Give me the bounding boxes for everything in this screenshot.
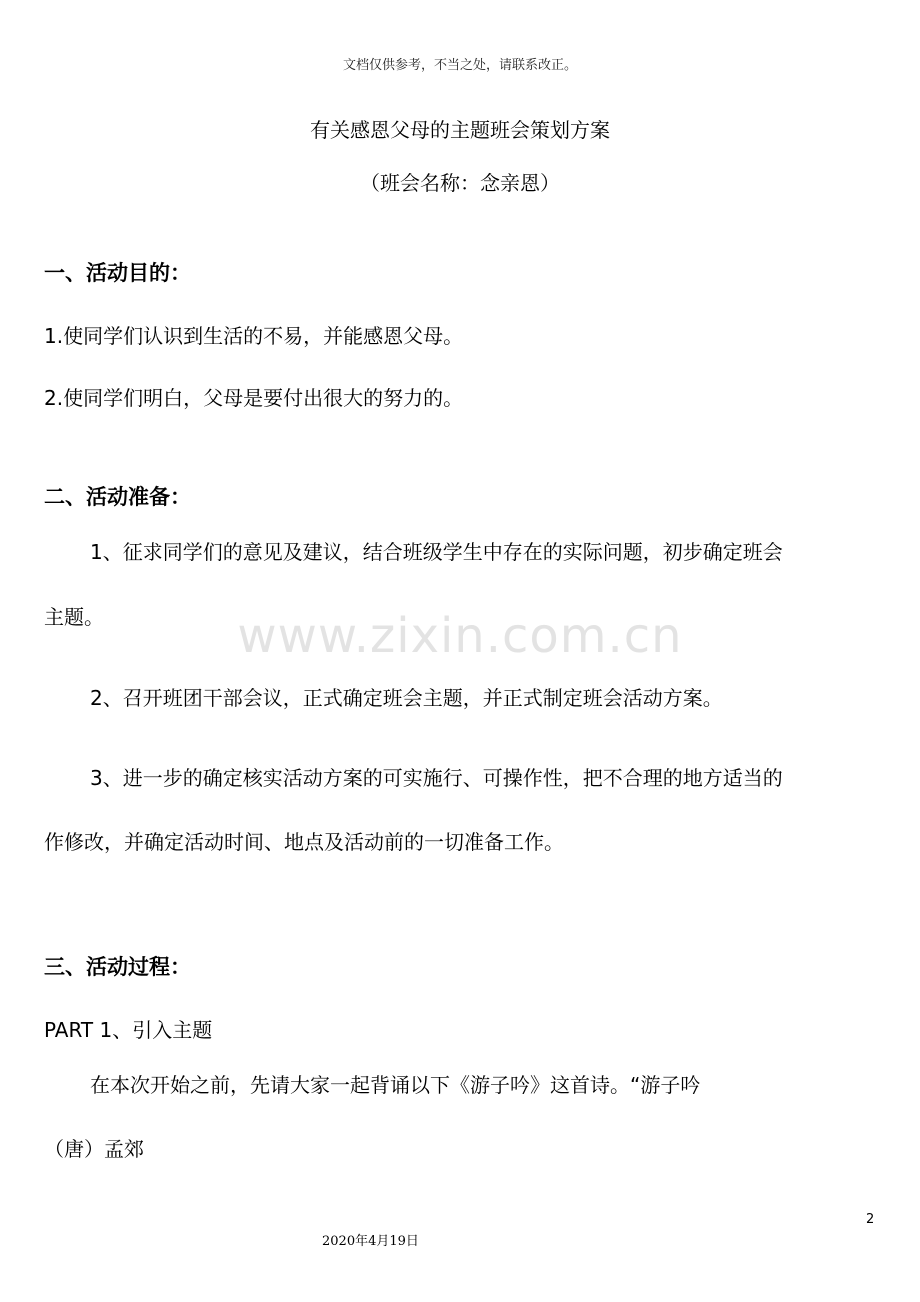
section2-item2: 2、召开班团干部会议，正式确定班会主题，并正式制定班会活动方案。 [90,686,723,710]
section1-item-1: 1.使同学们认识到生活的不易，并能感恩父母。 [44,324,464,348]
section1-item-2: 2.使同学们明白，父母是要付出很大的努力的。 [44,386,464,410]
section3-paragraph-line1: 在本次开始之前，先请大家一起背诵以下《游子吟》这首诗。“游子吟 [90,1073,701,1097]
section2-item3-line1: 3、进一步的确定核实活动方案的可实施行、可操作性，把不合理的地方适当的 [90,766,783,790]
section2-item1-line1: 1、征求同学们的意见及建议，结合班级学生中存在的实际问题，初步确定班会 [90,540,783,564]
section1-heading: 一、活动目的： [44,261,191,285]
part1-title: PART 1、引入主题 [44,1018,213,1042]
watermark: www.zixin.com.cn [237,608,683,664]
document-title: 有关感恩父母的主题班会策划方案 [310,118,610,142]
document-subtitle: （班会名称：念亲恩） [360,171,560,195]
section3-paragraph-line2: （唐）孟郊 [44,1137,144,1161]
section2-heading: 二、活动准备： [44,485,191,509]
section2-item1-line2: 主题。 [44,605,104,629]
header-note: 文档仅供参考，不当之处，请联系改正。 [342,58,577,73]
section3-heading: 三、活动过程： [44,955,191,979]
footer-date: 2020年4月19日 [322,1234,419,1249]
page-number: 2 [866,1212,875,1227]
section2-item3-line2: 作修改，并确定活动时间、地点及活动前的一切准备工作。 [44,830,564,854]
